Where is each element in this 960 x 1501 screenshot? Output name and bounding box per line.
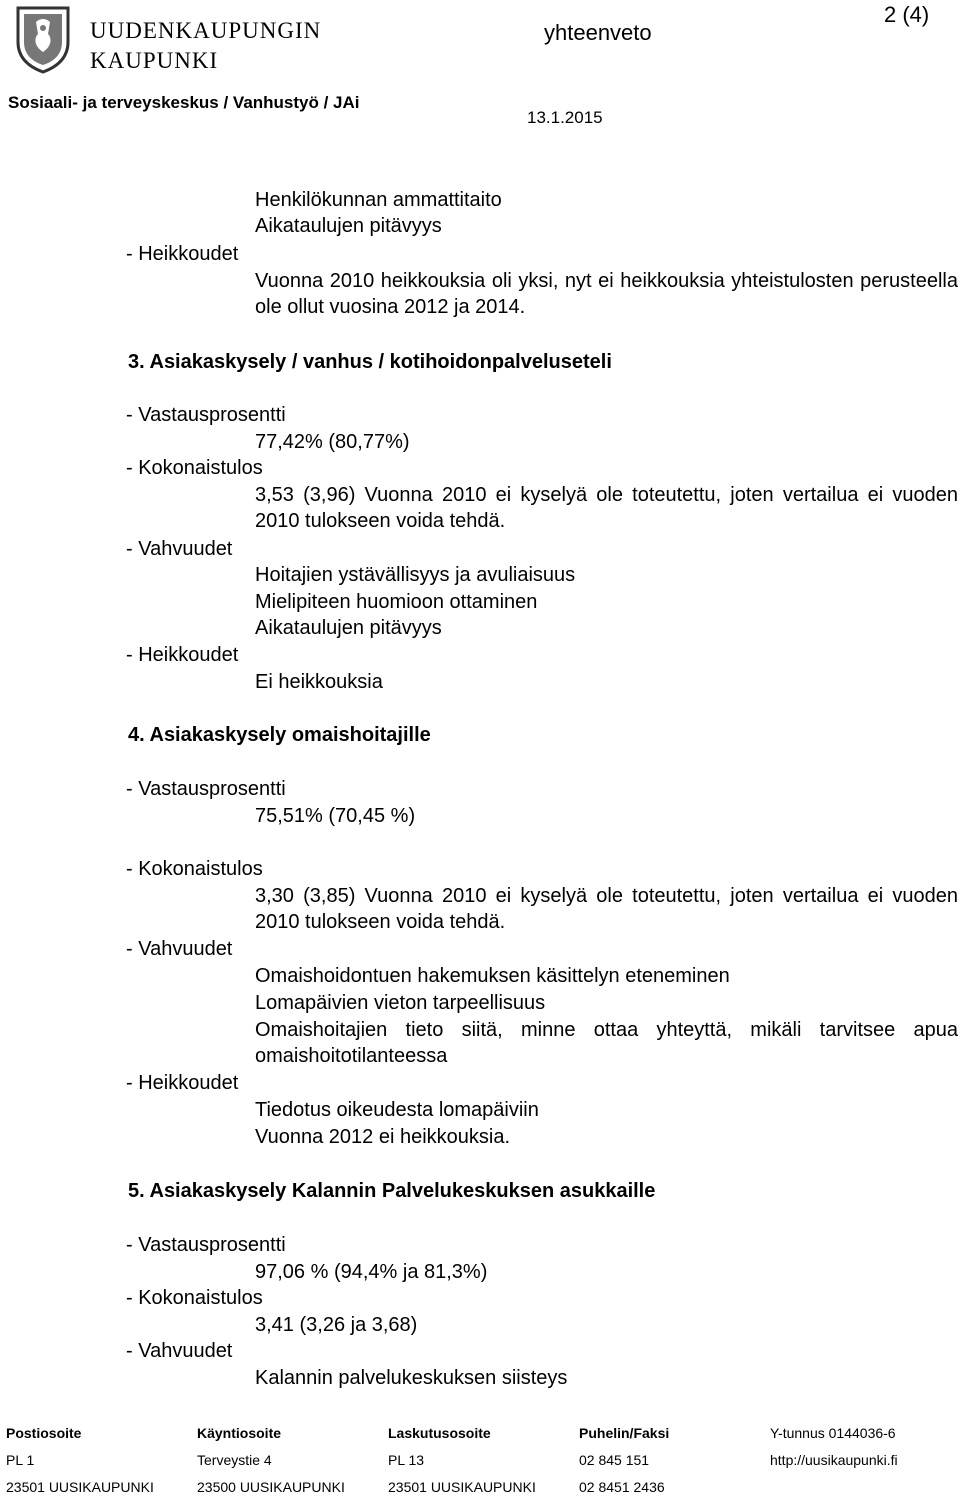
section-5-heading: 5. Asiakaskysely Kalannin Palvelukeskuksen asukkaille (128, 1180, 656, 1202)
s4-response-value: 75,51% (70,45 %) (255, 805, 416, 827)
footer-postal-label: Postiosoite (6, 1425, 82, 1441)
intro-weaknesses-label: - Heikkoudet (126, 243, 239, 265)
s5-overall-label: - Kokonaistulos (126, 1287, 263, 1309)
footer-visit-line1: Terveystie 4 (197, 1452, 272, 1468)
footer-postal-line2: 23501 UUSIKAUPUNKI (6, 1479, 154, 1495)
footer-phone-line1: 02 845 151 (579, 1452, 650, 1468)
footer-visit-address (197, 1420, 345, 1501)
s3-strength-1: Hoitajien ystävällisyys ja avuliaisuus (255, 564, 576, 586)
organization-name-line2: KAUPUNKI (90, 48, 219, 73)
s3-strength-3: Aikataulujen pitävyys (255, 617, 442, 639)
s4-strength-2: Lomapäivien vieton tarpeellisuus (255, 992, 546, 1014)
footer-phone-label: Puhelin/Faksi (579, 1425, 670, 1441)
intro-weaknesses-text: Vuonna 2010 heikkouksia oli yksi, nyt ei heikkouksia yhteistulosten perusteella ole ollut vuosina 2012 ja 2014. (255, 270, 958, 318)
footer-visit-label: Käyntiosoite (197, 1425, 282, 1441)
s5-strength-1: Kalannin palvelukeskuksen siisteys (255, 1367, 568, 1389)
footer-billing-address (388, 1420, 536, 1501)
s3-weaknesses-text: Ei heikkouksia (255, 671, 383, 693)
city-crest-logo (14, 4, 72, 74)
document-date: 13.1.2015 (527, 108, 603, 127)
s3-overall-value: 3,53 (3,96) Vuonna 2010 ei kyselyä ole toteutettu, joten vertailua ei vuoden 2010 tulokseen voida tehdä. (255, 484, 958, 532)
intro-line-1: Henkilökunnan ammattitaito (255, 189, 502, 211)
department: Sosiaali- ja terveyskeskus / Vanhustyö / JAi (8, 93, 360, 112)
footer-billing-line1: PL 13 (388, 1452, 425, 1468)
page-number: 2 (4) (884, 2, 930, 27)
footer-website-link[interactable]: http://uusikaupunki.fi (770, 1452, 898, 1468)
document-type: yhteenveto (544, 20, 652, 45)
footer-billing-line2: 23501 UUSIKAUPUNKI (388, 1479, 536, 1495)
organization-name-line1: UUDENKAUPUNGIN (90, 18, 322, 43)
page-footer (0, 1414, 960, 1494)
s3-weaknesses-label: - Heikkoudet (126, 644, 239, 666)
section-3-heading: 3. Asiakaskysely / vanhus / kotihoidonpalveluseteli (128, 351, 612, 373)
s4-strengths-label: - Vahvuudet (126, 938, 233, 960)
s5-response-value: 97,06 % (94,4% ja 81,3%) (255, 1261, 488, 1283)
s4-overall-label: - Kokonaistulos (126, 858, 263, 880)
footer-phone-fax (579, 1420, 669, 1501)
s3-strengths-label: - Vahvuudet (126, 538, 233, 560)
s5-response-label: - Vastausprosentti (126, 1234, 286, 1256)
s5-strengths-label: - Vahvuudet (126, 1340, 233, 1362)
footer-billing-label: Laskutusosoite (388, 1425, 491, 1441)
s4-response-label: - Vastausprosentti (126, 778, 286, 800)
s4-strength-1: Omaishoidontuen hakemuksen käsittelyn eteneminen (255, 965, 730, 987)
footer-visit-line2: 23500 UUSIKAUPUNKI (197, 1479, 345, 1495)
s4-strength-3: Omaishoitajien tieto siitä, minne ottaa yhteyttä, mikäli tarvitsee apua omaishoitotilanteessa (255, 1019, 958, 1067)
s3-response-label: - Vastausprosentti (126, 404, 286, 426)
footer-business-id (770, 1420, 898, 1474)
s4-weakness-1: Tiedotus oikeudesta lomapäiviin (255, 1099, 539, 1121)
intro-line-2: Aikataulujen pitävyys (255, 215, 442, 237)
footer-postal-line1: PL 1 (6, 1452, 35, 1468)
s4-weaknesses-label: - Heikkoudet (126, 1072, 239, 1094)
footer-business-label: Y-tunnus 0144036-6 (770, 1425, 896, 1441)
s4-weakness-2: Vuonna 2012 ei heikkouksia. (255, 1126, 510, 1148)
section-4-heading: 4. Asiakaskysely omaishoitajille (128, 724, 431, 746)
s3-strength-2: Mielipiteen huomioon ottaminen (255, 591, 538, 613)
s5-overall-value: 3,41 (3,26 ja 3,68) (255, 1314, 418, 1336)
s3-response-value: 77,42% (80,77%) (255, 431, 410, 453)
footer-phone-line2: 02 8451 2436 (579, 1479, 665, 1495)
s4-overall-value: 3,30 (3,85) Vuonna 2010 ei kyselyä ole toteutettu, joten vertailua ei vuoden 2010 tulokseen voida tehdä. (255, 885, 958, 933)
footer-postal-address (6, 1420, 154, 1501)
s3-overall-label: - Kokonaistulos (126, 457, 263, 479)
